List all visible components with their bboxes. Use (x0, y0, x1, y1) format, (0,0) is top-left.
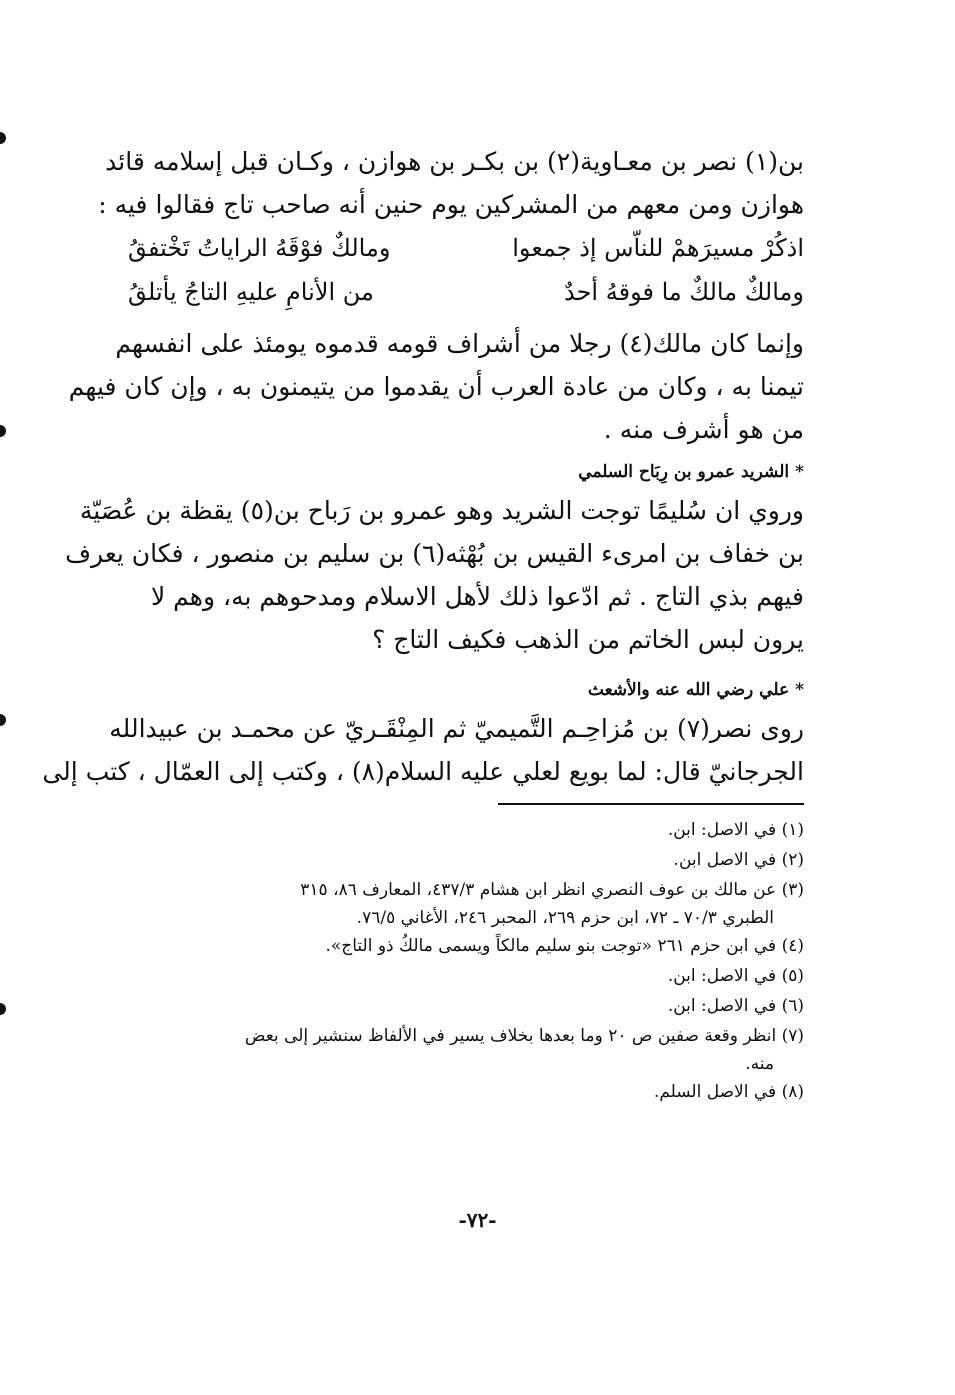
text-line: وإنما كان مالك(٤) رجلا من أشراف قومه قدموه يومئذ على انفسهم (115, 329, 804, 358)
footnote: (٢) في الاصل ابن. (673, 850, 804, 870)
edge-mark (0, 1003, 6, 1015)
paragraph-4 (42, 707, 804, 793)
edge-mark (0, 425, 6, 437)
footnotes (128, 815, 804, 1107)
footnote: (٨) في الاصل السلم. (653, 1082, 804, 1102)
footnote-continuation: منه. (745, 1054, 774, 1074)
footnote: (١) في الاصل: ابن. (667, 820, 804, 840)
footnote: (٧) انظر وقعة صفين ص ٢٠ وما بعدها بخلاف يسير في الألفاظ سنشير إلى بعض (244, 1026, 804, 1046)
footnote: (٦) في الاصل: ابن. (667, 996, 804, 1016)
text-line: روى نصر(٧) بن مُزاحِـم التَّميميّ ثم المِنْقَـريّ عن محمـد بن عبيدالله (109, 714, 804, 743)
paragraph-2 (68, 322, 804, 451)
text-line: بن خفاف بن امرىء القيس بن بُهْثه(٦) بن سليم بن منصور ، فكان يعرف (65, 539, 804, 568)
page-content (42, 140, 804, 1107)
text-line: فيهم بذي التاج . ثم ادّعوا ذلك لأهل الاسلام ومدحوهم به، وهم لا (150, 582, 804, 611)
verse-hemistich-first: ومالكٌ مالكٌ ما فوقهُ أحدٌ (564, 278, 804, 306)
section-heading (128, 673, 804, 707)
text-line: الجرجانيّ قال: لما بويع لعلي عليه السلام(٨) ، وكتب إلى العمّال ، كتب إلى (42, 757, 804, 786)
edge-mark (0, 132, 6, 144)
bullet-marker: * (795, 680, 804, 700)
page-number: -٧٢- (458, 1208, 497, 1232)
section-heading-text: علي رضي الله عنه والأشعث (587, 680, 790, 700)
bullet-marker: * (795, 462, 804, 482)
section-heading-text: الشريد عمرو بن رِبَاح السلمي (578, 462, 790, 482)
text-line: بن(١) نصر بن معـاوية(٢) بن بكـر بن هوازن ، وكـان قبل إسلامه قائد (105, 147, 804, 176)
verse-hemistich-first: اذكُرْ مسيرَهمْ للناّس إذ جمعوا (512, 234, 804, 262)
text-line: وروي ان سُليمًا توجت الشريد وهو عمرو بن رَباح بن(٥) يقظة بن عُصَيّة (79, 496, 804, 525)
footnote-continuation: الطبري ٧٠/٣ ـ ٧٢، ابن حزم ٢٦٩، المحبر ٢٤٦، الأغاني ٧٦/٥. (356, 908, 774, 928)
edge-mark (0, 714, 6, 726)
footnote: (٥) في الاصل: ابن. (667, 966, 804, 986)
footnote-separator (498, 803, 804, 805)
verse-hemistich-second: من الأنامِ عليهِ التاجُ يأتلقُ (128, 278, 374, 306)
section-heading (128, 455, 804, 489)
footnote: (٤) في ابن حزم ٢٦١ «توجت بنو سليم مالكاً ويسمى مالكُ ذو التاج». (325, 936, 804, 956)
verse-line (128, 270, 804, 314)
paragraph-3 (65, 489, 804, 661)
text-line: يرون لبس الخاتم من الذهب فكيف التاج ؟ (372, 625, 804, 654)
text-line: تيمنا به ، وكان من عادة العرب أن يقدموا من يتيمنون به ، وإن كان فيهم (68, 372, 804, 401)
verse-line (128, 226, 804, 270)
verse-hemistich-second: ومالكٌ فوْقَهُ الراياتُ تَخْتفقُ (128, 234, 391, 262)
text-line: من هو أشرف منه . (603, 415, 804, 444)
text-line: هوازن ومن معهم من المشركين يوم حنين أنه صاحب تاج فقالوا فيه : (98, 190, 804, 219)
footnote: (٣) عن مالك بن عوف النصري انظر ابن هشام ٤٣٧/٣، المعارف ٨٦، ٣١٥ (300, 880, 804, 900)
paragraph-1 (98, 140, 804, 226)
